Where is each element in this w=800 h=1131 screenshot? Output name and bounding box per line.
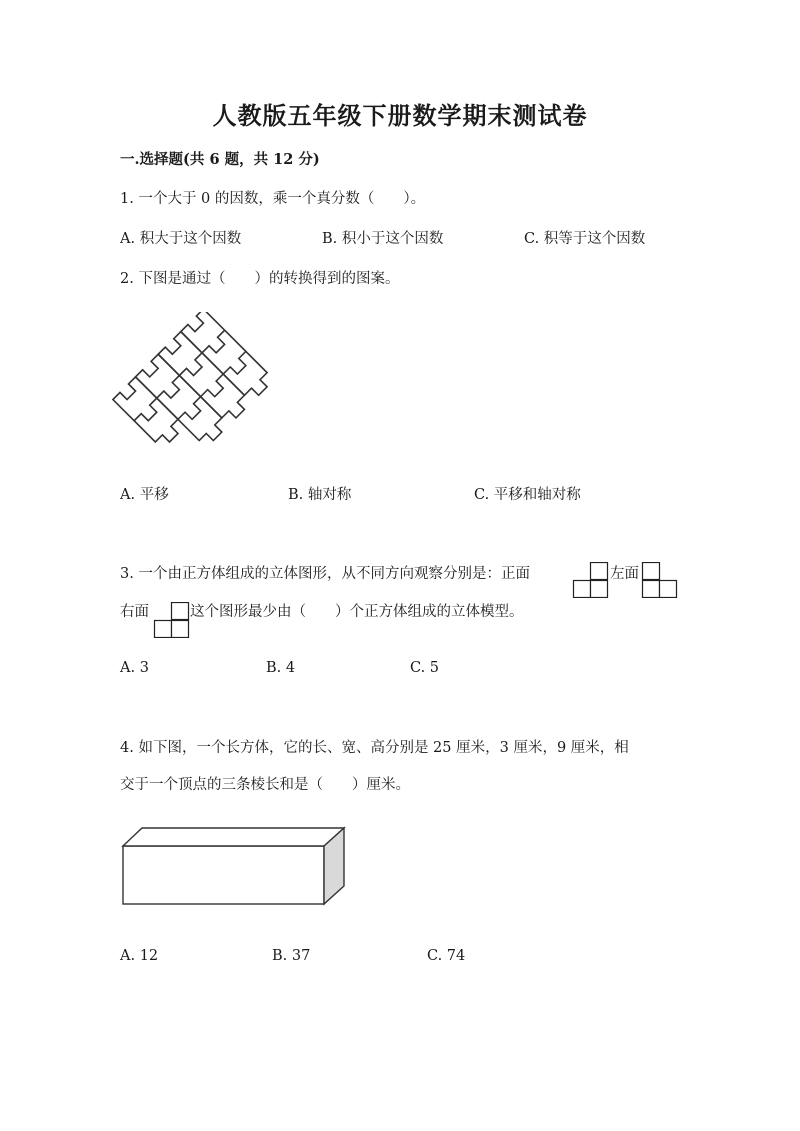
question-1-option-a: A. 积大于这个因数 xyxy=(120,231,242,247)
question-2-option-c: C. 平移和轴对称 xyxy=(474,487,581,503)
section-heading: 一.选择题(共 6 题，共 12 分) xyxy=(120,151,320,168)
question-3-option-a: A. 3 xyxy=(120,660,149,676)
tessellation-pattern-figure xyxy=(110,312,270,446)
question-4-stem-line-1: 4. 如下图，一个长方体，它的长、宽、高分别是 25 厘米，3 厘米，9 厘米，相 xyxy=(120,740,629,756)
right-view-figure xyxy=(153,602,191,638)
question-1-stem: 1. 一个大于 0 的因数，乘一个真分数（ ）。 xyxy=(120,191,426,207)
question-4-stem-line-2: 交于一个顶点的三条棱长和是（ ）厘米。 xyxy=(120,777,410,793)
question-4-option-c: C. 74 xyxy=(427,948,466,964)
question-1-option-b: B. 积小于这个因数 xyxy=(322,231,444,247)
left-view-figure xyxy=(641,562,679,598)
left-view-label: 左面 xyxy=(610,566,639,582)
question-3-stem-part-1: 3. 一个由正方体组成的立体图形，从不同方向观察分别是：正面 xyxy=(120,566,530,582)
question-2-option-a: A. 平移 xyxy=(120,487,169,503)
question-2-stem: 2. 下图是通过（ ）的转换得到的图案。 xyxy=(120,271,400,287)
page-title: 人教版五年级下册数学期末测试卷 xyxy=(212,101,588,130)
question-3-option-b: B. 4 xyxy=(266,660,296,676)
question-4-option-b: B. 37 xyxy=(272,948,311,964)
right-view-label: 右面 xyxy=(120,604,149,620)
cuboid-figure xyxy=(120,826,348,908)
question-4-option-a: A. 12 xyxy=(120,948,159,964)
front-view-figure xyxy=(572,562,610,598)
question-3-option-c: C. 5 xyxy=(410,660,440,676)
question-1-option-c: C. 积等于这个因数 xyxy=(524,231,646,247)
question-3-stem-part-2: 这个图形最少由（ ）个正方体组成的立体模型。 xyxy=(190,604,524,620)
question-2-option-b: B. 轴对称 xyxy=(288,487,352,503)
